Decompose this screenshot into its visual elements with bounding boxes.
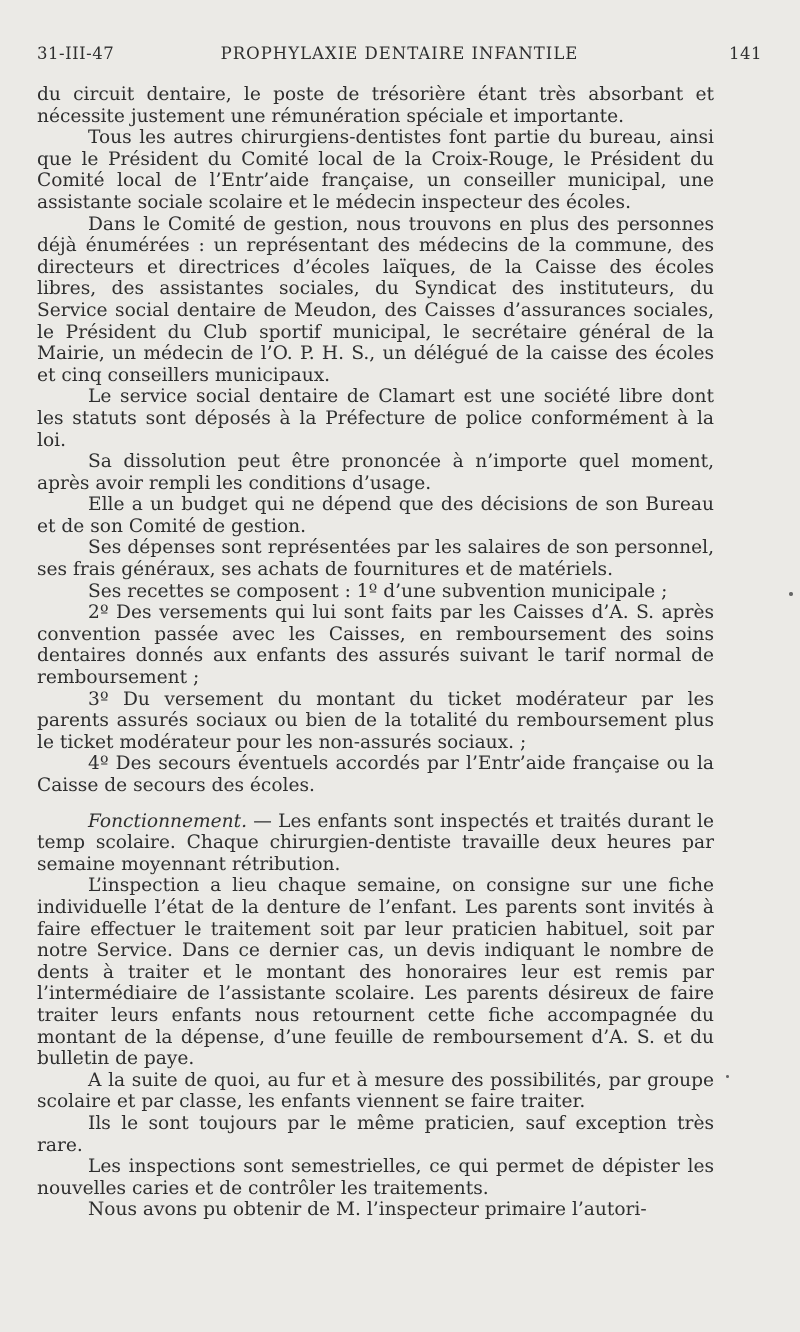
running-header [37, 44, 762, 66]
paragraph: Elle a un budget qui ne dépend que des décisions de son Bureau et de son Comité de gestion. [37, 494, 714, 537]
paragraph: Sa dissolution peut être prononcée à n’importe quel moment, après avoir rempli les conditions d’usage. [37, 451, 714, 494]
paragraph: 4º Des secours éventuels accordés par l’Entr’aide française ou la Caisse de secours des écoles. [37, 753, 714, 796]
paragraph: A la suite de quoi, au fur et à mesure des possibilités, par groupe scolaire et par classe, les enfants viennent se faire traiter. [37, 1069, 714, 1113]
paragraph: Ses dépenses sont représentées par les salaires de son personnel, ses frais généraux, ses achats de fournitures et de matériels. [37, 537, 714, 581]
paragraph: Tous les autres chirurgiens-dentistes font partie du bureau, ainsi que le Président du Comité local de la Croix-Rouge, le Président du Comité local de l’Entr’aide française, un conseiller municipal, une assistante sociale scolaire et le médecin inspecteur des écoles. [37, 127, 714, 213]
paragraph: Les inspections sont semestrielles, ce qui permet de dépister les nouvelles caries et de contrôler les traitements. [37, 1156, 714, 1199]
paragraph: du circuit dentaire, le poste de trésorière étant très absorbant et nécessite justement une rémunération spéciale et importante. [37, 84, 714, 127]
paragraph: Ils le sont toujours par le même praticien, sauf exception très rare. [37, 1112, 714, 1156]
paragraph: L’inspection a lieu chaque semaine, on consigne sur une fiche individuelle l’état de la denture de l’enfant. Les parents sont invités à faire effectuer le traitement soit par leur praticien habituel, soit par notre Service. Dans ce dernier cas, un devis indiquant le nombre de dents à traiter et le montant des honoraires leur est remis par l’intermédiaire de l’assistante scolaire. Les parents désireux de faire traiter leurs enfants nous retournent cette fiche accompagnée du montant de la dépense, d’une feuille de remboursement d’A. S. et du bulletin de paye. [37, 875, 714, 1070]
paragraph: Ses recettes se composent : 1º d’une subvention municipale ; [88, 580, 668, 602]
body-text [37, 84, 714, 1221]
paragraph: Le service social dentaire de Clamart est une société libre dont les statuts sont déposés à la Préfecture de police conformément à la loi. [37, 386, 714, 451]
section-text: — Les enfants sont inspectés et traités durant le temp scolaire. Chaque chirurgien-dentiste travaille deux heures par semaine moyennant rétribution. [37, 810, 714, 875]
paper-speck [789, 592, 793, 596]
paragraph: Dans le Comité de gestion, nous trouvons en plus des personnes déjà énumérées : un représentant des médecins de la commune, des directeurs et directrices d’écoles laïques, de la Caisse des écoles libres, des assistantes sociales, du Syndicat des instituteurs, du Service social dentaire de Meudon, des Caisses d’assurances sociales, le Président du Club sportif municipal, le secrétaire général de la Mairie, un médecin de l’O. P. H. S., un délégué de la caisse des écoles et cinq conseillers municipaux. [37, 213, 714, 386]
paper-speck [726, 1075, 729, 1078]
page-number: 141 [729, 44, 762, 63]
fonctionnement-paragraph [37, 811, 714, 876]
paragraph: 3º Du versement du montant du ticket modérateur par les parents assurés sociaux ou bien de la totalité du remboursement plus le ticket modérateur pour les non-assurés sociaux. ; [37, 688, 714, 753]
section-heading: Fonctionnement. [88, 810, 248, 832]
paragraph: Nous avons pu obtenir de M. l’inspecteur primaire l’autori- [88, 1199, 647, 1221]
header-title: PROPHYLAXIE DENTAIRE INFANTILE [220, 44, 579, 63]
paragraph: 2º Des versements qui lui sont faits par les Caisses d’A. S. après convention passée avec les Caisses, en remboursement des soins dentaires donnés aux enfants des assurés suivant le tarif normal de remboursement ; [37, 602, 714, 689]
header-date: 31-III-47 [37, 44, 115, 63]
